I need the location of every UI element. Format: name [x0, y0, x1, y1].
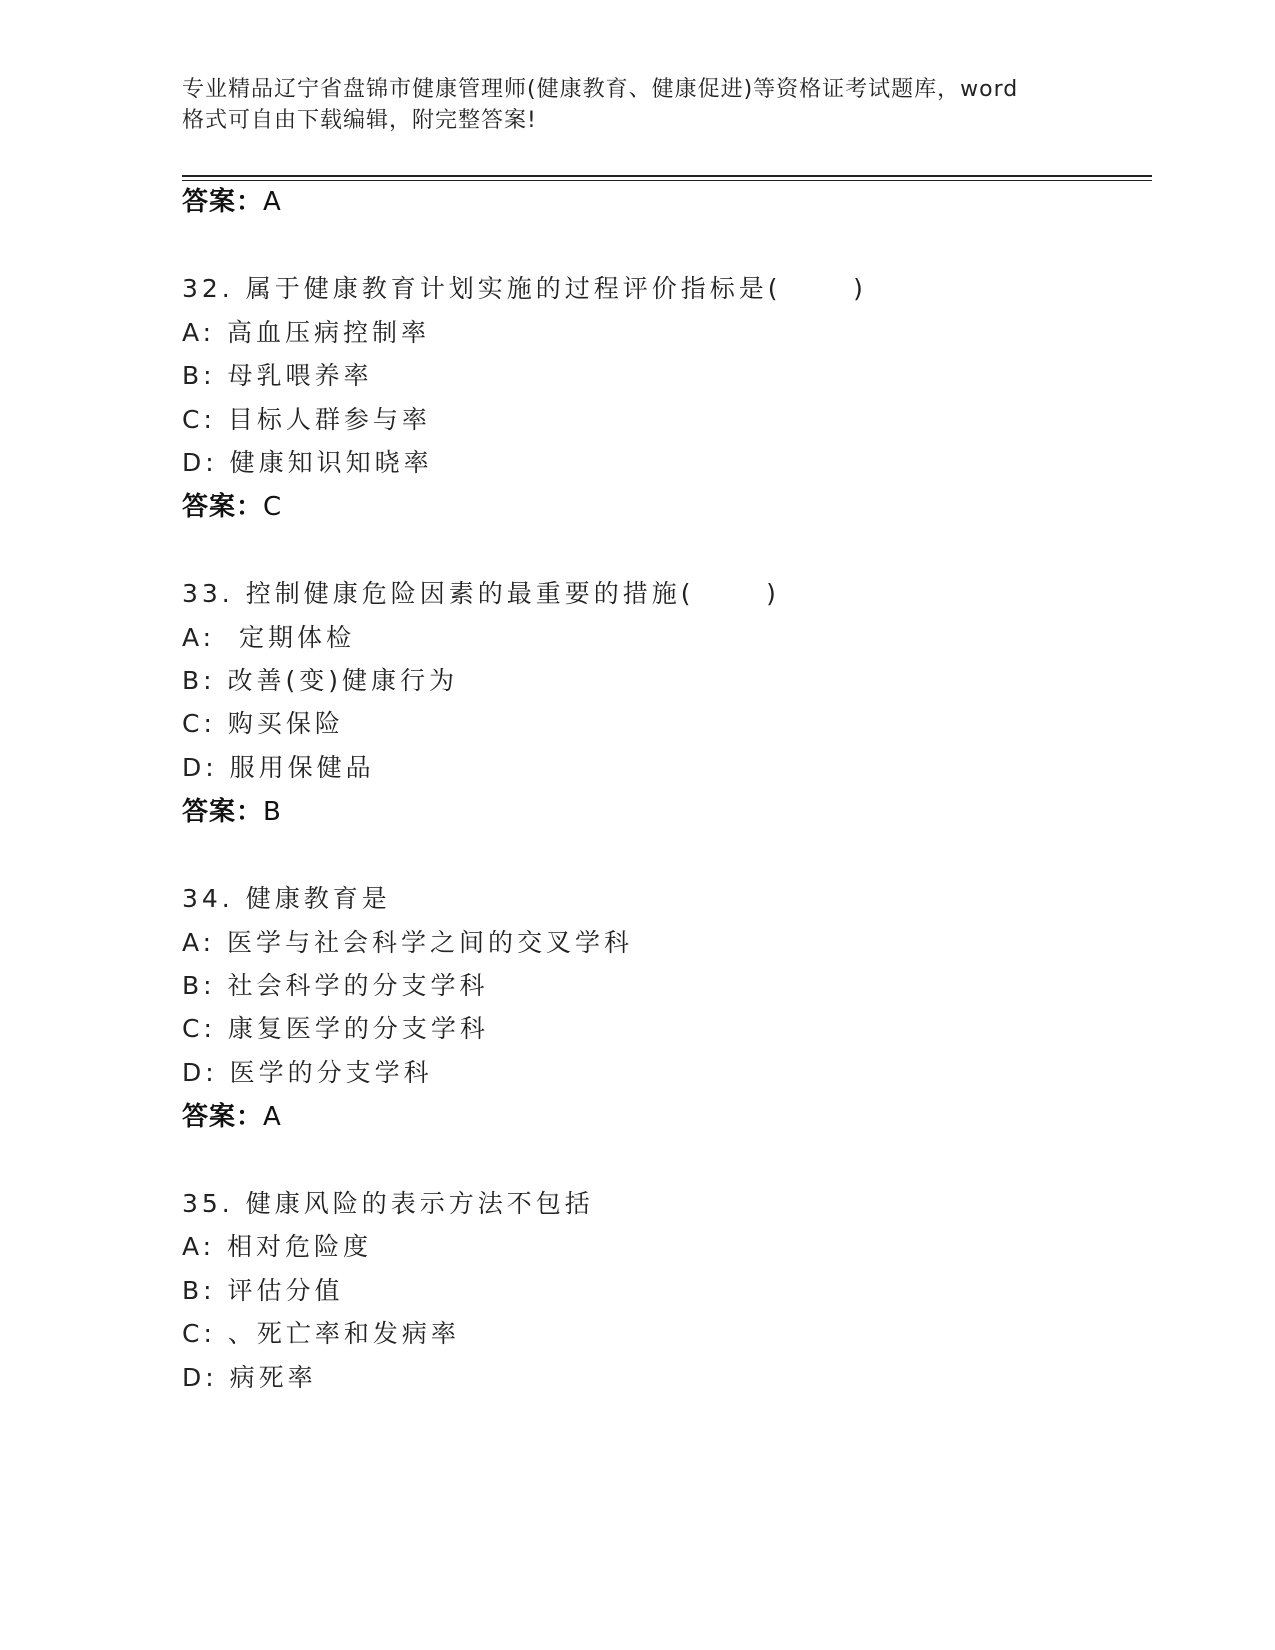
- header-line-1: 专业精品辽宁省盘锦市健康管理师(健康教育、健康促进)等资格证考试题库，word: [182, 77, 1019, 102]
- answer-value: A: [263, 1102, 282, 1132]
- answer-value: A: [263, 187, 282, 217]
- option-34-a: A: 医学与社会科学之间的交叉学科: [182, 928, 634, 957]
- option-35-b: B: 评估分值: [182, 1276, 344, 1305]
- option-33-d: D: 服用保健品: [182, 753, 375, 782]
- option-33-b: B: 改善(变)健康行为: [182, 666, 459, 695]
- header-divider-thin: [182, 180, 1152, 181]
- answer-34: [182, 1102, 282, 1132]
- answer-value: B: [263, 797, 282, 827]
- answer-label: 答案：: [182, 797, 264, 827]
- option-32-a: A: 高血压病控制率: [182, 318, 431, 347]
- option-35-a: A: 相对危险度: [182, 1232, 373, 1261]
- answer-label: 答案：: [182, 492, 264, 522]
- option-33-c: C: 购买保险: [182, 709, 344, 738]
- option-34-d: D: 医学的分支学科: [182, 1058, 433, 1087]
- answer-label: 答案：: [182, 1102, 264, 1132]
- option-32-d: D: 健康知识知晓率: [182, 448, 433, 477]
- question-stem-32: 32. 属于健康教育计划实施的过程评价指标是( ): [182, 274, 867, 303]
- answer-value: C: [263, 492, 283, 522]
- option-34-c: C: 康复医学的分支学科: [182, 1014, 489, 1043]
- answer-32: [182, 492, 282, 522]
- answer-prev: [182, 187, 282, 217]
- option-32-b: B: 母乳喂养率: [182, 361, 373, 390]
- option-35-c: C: 、死亡率和发病率: [182, 1319, 460, 1348]
- question-stem-35: 35. 健康风险的表示方法不包括: [182, 1189, 594, 1218]
- option-33-a: A: 定期体检: [182, 623, 355, 652]
- header-divider-thick: [182, 175, 1152, 177]
- header-line-2: 格式可自由下载编辑，附完整答案!: [182, 108, 537, 133]
- page-header: [182, 74, 1082, 136]
- answer-label: 答案：: [182, 187, 264, 217]
- option-34-b: B: 社会科学的分支学科: [182, 971, 489, 1000]
- option-32-c: C: 目标人群参与率: [182, 405, 431, 434]
- question-stem-33: 33. 控制健康危险因素的最重要的措施( ): [182, 579, 780, 608]
- answer-33: [182, 797, 282, 827]
- option-35-d: D: 病死率: [182, 1363, 317, 1392]
- question-stem-34: 34. 健康教育是: [182, 884, 391, 913]
